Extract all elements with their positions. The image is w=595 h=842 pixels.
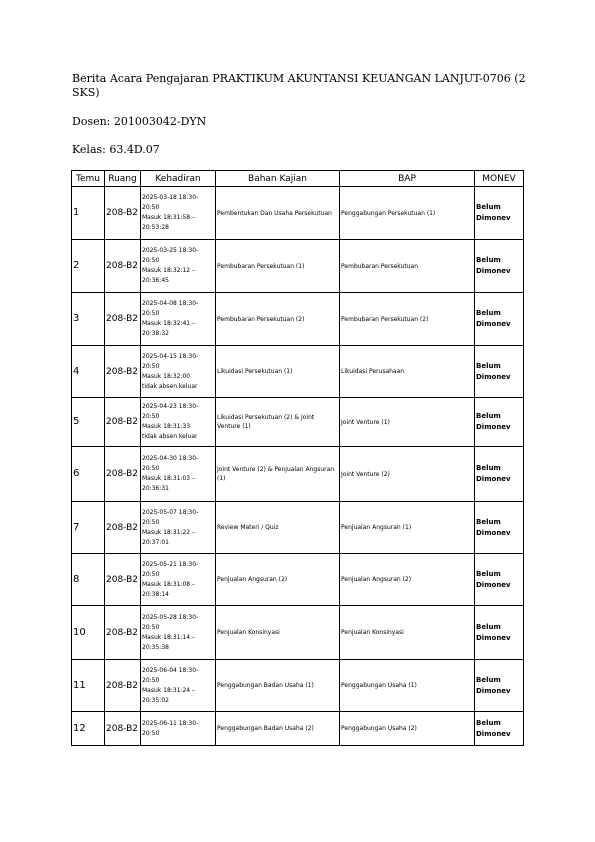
cell-bahan-kajian: Likuidasi Persekutuan (1) (216, 346, 340, 398)
kehadiran-line: Masuk 18:31:58 – 20:53:28 (142, 214, 196, 231)
cell-kehadiran (141, 660, 216, 712)
header-temu: Temu (72, 171, 105, 187)
table-row (72, 660, 524, 712)
cell-bap: Likuidasi Perusahaan (340, 346, 475, 398)
kehadiran-line: 2025-03-18 18:30-20:50 (142, 194, 199, 211)
cell-temu: 11 (72, 660, 105, 712)
cell-temu: 10 (72, 606, 105, 660)
cell-bahan-kajian: Penjualan Angsuran (2) (216, 554, 340, 606)
table-row (72, 293, 524, 346)
kehadiran-line: Masuk 18:31:33 (142, 423, 191, 430)
kehadiran-line: tidak absen keluar (142, 433, 198, 440)
kehadiran-line: Masuk 18:31:08 – 20:38:14 (142, 580, 196, 598)
cell-ruang: 208-B2 (105, 187, 141, 240)
cell-bahan-kajian: Pembentukan Dan Usaha Persekutuan (216, 187, 340, 240)
table-row (72, 712, 524, 746)
kehadiran-line: tidak absen keluar (142, 382, 198, 390)
cell-bap: Pembubaran Persekutuan (340, 240, 475, 293)
cell-monev: Belum Dimonev (475, 240, 524, 293)
cell-temu: 2 (72, 240, 105, 293)
cell-bap: Penggabungan Usaha (1) (340, 660, 475, 712)
kehadiran-line: 2025-04-23 18:30-20:50 (142, 403, 199, 420)
cell-monev: Belum Dimonev (475, 293, 524, 346)
cell-bap: Joint Venture (2) (340, 447, 475, 502)
cell-ruang: 208-B2 (105, 660, 141, 712)
cell-monev: Belum Dimonev (475, 502, 524, 554)
cell-bahan-kajian: Penjualan Konsinyasi (216, 606, 340, 660)
cell-kehadiran (141, 187, 216, 240)
cell-kehadiran (141, 447, 216, 502)
cell-kehadiran (141, 293, 216, 346)
kehadiran-line: Masuk 18:32:41 – 20:38:32 (142, 320, 196, 337)
cell-monev: Belum Dimonev (475, 660, 524, 712)
table-row (72, 240, 524, 293)
kehadiran-line: 2025-06-11 18:30-20:50 (142, 719, 199, 737)
cell-temu: 8 (72, 554, 105, 606)
cell-temu: 6 (72, 447, 105, 502)
header-monev: MONEV (475, 171, 524, 187)
cell-ruang: 208-B2 (105, 447, 141, 502)
cell-monev: Belum Dimonev (475, 398, 524, 447)
cell-bahan-kajian: Review Materi / Quiz (216, 502, 340, 554)
header-kehadiran: Kehadiran (141, 171, 216, 187)
cell-temu: 12 (72, 712, 105, 746)
attendance-table (71, 170, 524, 746)
cell-bahan-kajian: Penggabungan Badan Usaha (1) (216, 660, 340, 712)
cell-kehadiran (141, 712, 216, 746)
class-line: Kelas: 63.4D.07 (72, 143, 160, 156)
cell-ruang: 208-B2 (105, 554, 141, 606)
cell-bahan-kajian: Penggabungan Badan Usaha (2) (216, 712, 340, 746)
document-title: Berita Acara Pengajaran PRAKTIKUM AKUNTANSI KEUANGAN LANJUT-0706 (2 SKS) (72, 72, 526, 99)
kehadiran-line: 2025-05-07 18:30-20:50 (142, 508, 199, 526)
table-row (72, 502, 524, 554)
cell-bap: Penjualan Angsuran (2) (340, 554, 475, 606)
header-bahan-kajian: Bahan Kajian (216, 171, 340, 187)
table-row (72, 447, 524, 502)
kehadiran-line: 2025-03-25 18:30-20:50 (142, 247, 199, 264)
cell-monev: Belum Dimonev (475, 187, 524, 240)
cell-kehadiran (141, 240, 216, 293)
cell-bahan-kajian: Joint Venture (2) & Penjualan Angsuran (1) (216, 447, 340, 502)
cell-monev: Belum Dimonev (475, 447, 524, 502)
cell-temu: 4 (72, 346, 105, 398)
cell-ruang: 208-B2 (105, 606, 141, 660)
lecturer-line: Dosen: 201003042-DYN (72, 115, 207, 128)
cell-bap: Penjualan Konsinyasi (340, 606, 475, 660)
cell-kehadiran (141, 346, 216, 398)
cell-kehadiran (141, 606, 216, 660)
cell-bahan-kajian: Pembubaran Persekutuan (2) (216, 293, 340, 346)
header-bap: BAP (340, 171, 475, 187)
cell-bap: Penjualan Angsuran (1) (340, 502, 475, 554)
kehadiran-line: Masuk 18:31:14 – 20:35:38 (142, 633, 196, 651)
table-row (72, 398, 524, 447)
cell-bahan-kajian: Pembubaran Persekutuan (1) (216, 240, 340, 293)
kehadiran-line: 2025-04-15 18:30-20:50 (142, 352, 199, 370)
cell-bap: Joint Venture (1) (340, 398, 475, 447)
kehadiran-line: Masuk 18:32:12 – 20:36:45 (142, 267, 196, 284)
kehadiran-line: Masuk 18:31:03 – 20:36:31 (142, 475, 196, 492)
cell-monev: Belum Dimonev (475, 346, 524, 398)
cell-ruang: 208-B2 (105, 398, 141, 447)
table-row (72, 346, 524, 398)
cell-monev: Belum Dimonev (475, 554, 524, 606)
cell-ruang: 208-B2 (105, 346, 141, 398)
table-row (72, 187, 524, 240)
cell-temu: 7 (72, 502, 105, 554)
kehadiran-line: Masuk 18:31:22 – 20:37:01 (142, 528, 196, 546)
table-row (72, 606, 524, 660)
cell-bahan-kajian: Likuidasi Persekutuan (2) & Joint Venture (1) (216, 398, 340, 447)
cell-ruang: 208-B2 (105, 502, 141, 554)
kehadiran-line: 2025-05-28 18:30-20:50 (142, 613, 199, 631)
cell-kehadiran (141, 554, 216, 606)
kehadiran-line: 2025-05-21 18:30-20:50 (142, 560, 199, 578)
cell-kehadiran (141, 398, 216, 447)
cell-ruang: 208-B2 (105, 712, 141, 746)
cell-kehadiran (141, 502, 216, 554)
cell-monev: Belum Dimonev (475, 606, 524, 660)
cell-temu: 1 (72, 187, 105, 240)
kehadiran-line: 2025-04-30 18:30-20:50 (142, 455, 199, 472)
cell-ruang: 208-B2 (105, 240, 141, 293)
table-row (72, 554, 524, 606)
cell-bap: Pembubaran Persekutuan (2) (340, 293, 475, 346)
kehadiran-line: Masuk 18:32:00 (142, 372, 191, 380)
cell-monev: Belum Dimonev (475, 712, 524, 746)
header-ruang: Ruang (105, 171, 141, 187)
kehadiran-line: 2025-04-08 18:30-20:50 (142, 300, 199, 317)
kehadiran-line: 2025-06-04 18:30-20:50 (142, 666, 199, 684)
cell-temu: 5 (72, 398, 105, 447)
kehadiran-line: Masuk 18:31:24 – 20:35:02 (142, 686, 196, 704)
cell-ruang: 208-B2 (105, 293, 141, 346)
cell-bap: Penggabungan Usaha (2) (340, 712, 475, 746)
cell-bap: Penggabungan Persekutuan (1) (340, 187, 475, 240)
cell-temu: 3 (72, 293, 105, 346)
table-header-row (72, 171, 524, 187)
